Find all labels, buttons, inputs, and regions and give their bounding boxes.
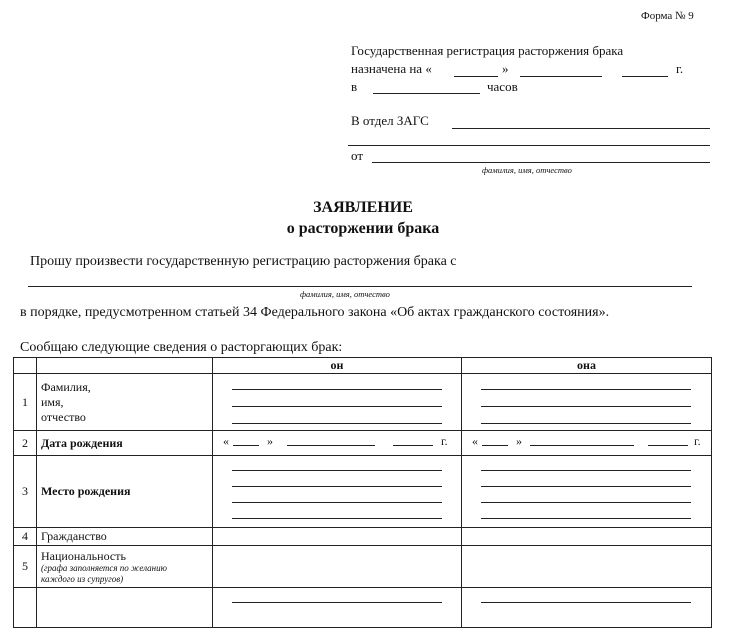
- he-nationality-cell[interactable]: [213, 546, 462, 588]
- row-label-fio: Фамилия, имя, отчество: [37, 374, 213, 431]
- row-number: 4: [14, 528, 37, 546]
- zags-field-line2[interactable]: [348, 145, 710, 146]
- she-birthplace-cell[interactable]: [462, 456, 712, 528]
- row-label-birthplace: Место рождения: [37, 456, 213, 528]
- column-he: он: [213, 358, 462, 374]
- row-number: 5: [14, 546, 37, 588]
- registration-time-field[interactable]: [373, 93, 480, 94]
- registration-month-field[interactable]: [520, 76, 602, 77]
- form-number: Форма № 9: [641, 10, 694, 22]
- she-next-cell[interactable]: [462, 588, 712, 628]
- from-caption: фамилия, имя, отчество: [482, 165, 572, 175]
- registration-line3-prefix: в: [351, 79, 358, 94]
- she-fio-cell[interactable]: [462, 374, 712, 431]
- registration-line2-mid: »: [502, 61, 509, 76]
- registration-line1: Государственная регистрация расторжения брака: [351, 43, 624, 58]
- she-birthdate-cell[interactable]: « » г.: [462, 431, 712, 456]
- row-label-nationality: Национальность (графа заполняется по желанию каждого из супругов): [37, 546, 213, 588]
- she-nationality-cell[interactable]: [462, 546, 712, 588]
- registration-year-field[interactable]: [622, 76, 668, 77]
- title-line2: о расторжении брака: [286, 220, 440, 237]
- registration-line3-suffix: часов: [487, 79, 518, 94]
- from-label: от: [351, 148, 364, 163]
- spouses-info-table: [13, 357, 712, 628]
- row-number: 2: [14, 431, 37, 456]
- registration-day-field[interactable]: [454, 76, 498, 77]
- he-next-cell[interactable]: [213, 588, 462, 628]
- from-field[interactable]: [372, 162, 710, 163]
- row-label-birthdate: Дата рождения: [37, 431, 213, 456]
- zags-label: В отдел ЗАГС: [351, 113, 429, 128]
- info-intro: Сообщаю следующие сведения о расторгающих брак:: [20, 340, 343, 355]
- registration-line2-prefix: назначена на «: [351, 61, 432, 76]
- he-birthplace-cell[interactable]: [213, 456, 462, 528]
- column-she: она: [462, 358, 712, 374]
- he-birthdate-cell[interactable]: « » г.: [213, 431, 462, 456]
- spouse-name-field[interactable]: [28, 286, 692, 287]
- law-text: в порядке, предусмотренном статьей 34 Федерального закона «Об актах гражданского состояния».: [20, 305, 610, 320]
- he-fio-cell[interactable]: [213, 374, 462, 431]
- she-citizenship-cell[interactable]: [462, 528, 712, 546]
- zags-field[interactable]: [452, 128, 710, 129]
- row-number: 1: [14, 374, 37, 431]
- row-label-citizenship: Гражданство: [37, 528, 213, 546]
- request-text: Прошу произвести государственную регистрацию расторжения брака с: [30, 254, 457, 269]
- title-line1: ЗАЯВЛЕНИЕ: [313, 199, 413, 216]
- row-number: 3: [14, 456, 37, 528]
- he-citizenship-cell[interactable]: [213, 528, 462, 546]
- spouse-name-caption: фамилия, имя, отчество: [300, 289, 390, 299]
- nationality-note: (графа заполняется по желанию каждого из супругов): [41, 562, 167, 584]
- registration-year-suffix: г.: [676, 61, 684, 76]
